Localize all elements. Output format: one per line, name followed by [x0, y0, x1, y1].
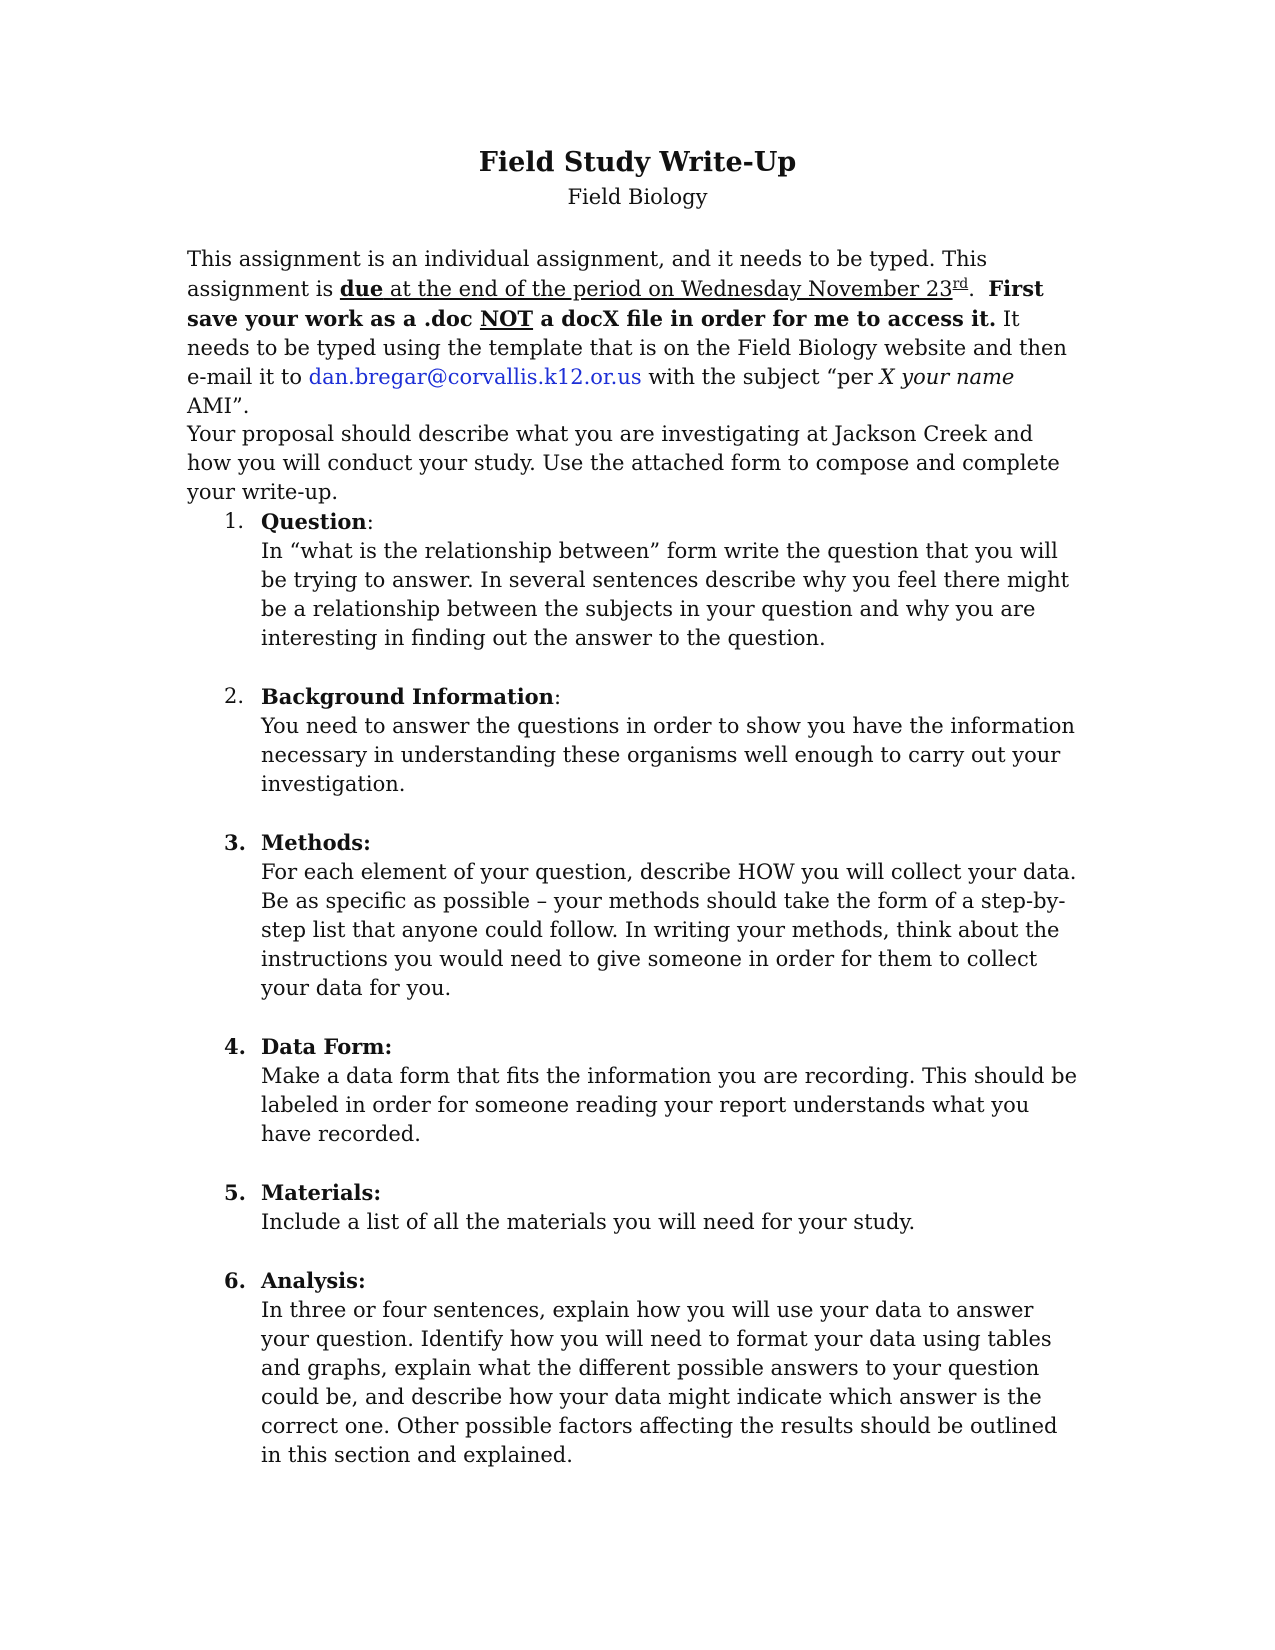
list-item-data-form — [187, 1032, 1082, 1149]
due-date-text: at the end of the period on Wednesday November 23 — [383, 277, 953, 301]
item-heading: Methods: — [261, 830, 371, 855]
subject-text: with the subject “per — [641, 365, 880, 389]
item-body: Include a list of all the materials you will need for your study. — [261, 1210, 916, 1234]
due-label: due — [339, 276, 384, 301]
subject-suffix: AMI”. — [187, 394, 250, 418]
item-number: 1. — [224, 509, 245, 533]
item-heading: Background Information — [261, 684, 554, 709]
item-heading: Data Form: — [261, 1034, 393, 1059]
email-link[interactable]: dan.bregar@corvallis.k12.or.us — [308, 365, 642, 389]
proposal-paragraph: Your proposal should describe what you are investigating at Jackson Creek and how you will conduct your study. Use the attached form to compose and complete your write-up. — [187, 422, 1060, 504]
list-item-methods — [187, 828, 1082, 1003]
list-item-materials — [187, 1178, 1082, 1237]
list-item-background — [187, 682, 1082, 799]
item-body: Make a data form that fits the information you are recording. This should be labeled in order for someone reading your report understands what you have recorded. — [261, 1064, 1078, 1146]
item-heading: Analysis: — [261, 1268, 366, 1293]
instructions-list — [187, 507, 1082, 1470]
save-instruction: First save your work as a .doc NOT a docX file in order for me to access it. — [187, 276, 1044, 331]
list-item-analysis — [187, 1266, 1082, 1470]
page-subtitle: Field Biology — [567, 185, 708, 209]
item-body: For each element of your question, describe HOW you will collect your data. Be as specific as possible – your methods should take the form of a step-by-step list that anyone could follow. In writing your methods, think about the instructions you would need to give someone in order for them to collect your data for you. — [261, 860, 1077, 1000]
item-body: In “what is the relationship between” form write the question that you will be trying to answer. In several sentences describe why you feel there might be a relationship between the subjects in your question and why you are interesting in finding out the answer to the question. — [261, 539, 1070, 650]
item-number: 3. — [224, 830, 246, 855]
intro-text: This assignment is an individual assignment, and it needs to be typed. This assignment is — [187, 247, 988, 301]
item-number: 6. — [224, 1268, 246, 1293]
item-heading: Materials: — [261, 1180, 382, 1205]
item-number: 2. — [224, 684, 245, 708]
not-emphasis: NOT — [479, 306, 534, 331]
page-title: Field Study Write-Up — [478, 147, 797, 178]
item-number: 5. — [224, 1180, 246, 1205]
subject-placeholder: X your name — [879, 365, 1015, 389]
item-body: In three or four sentences, explain how you will use your data to answer your question. Identify how you will need to format your data using tables and graphs, explain what the different possible answers to your question could be, and describe how your data might indicate which answer is the correct one. Other possible factors affecting the results should be outlined in this section and explained. — [261, 1298, 1058, 1467]
period-mark: . — [968, 277, 975, 301]
list-item-question — [187, 507, 1082, 653]
item-heading: Question — [261, 509, 367, 534]
item-colon: : — [366, 510, 374, 534]
item-number: 4. — [224, 1034, 246, 1059]
intro-paragraph — [187, 245, 1082, 421]
ordinal-suffix: rd — [952, 276, 969, 292]
item-body: You need to answer the questions in order to show you have the information necessary in understanding these organisms well enough to carry out your investigation. — [261, 714, 1075, 796]
item-colon: : — [553, 685, 562, 709]
template-instruction: It needs to be typed using the template that is on the Field Biology website and then e-mail it to — [187, 307, 1067, 389]
